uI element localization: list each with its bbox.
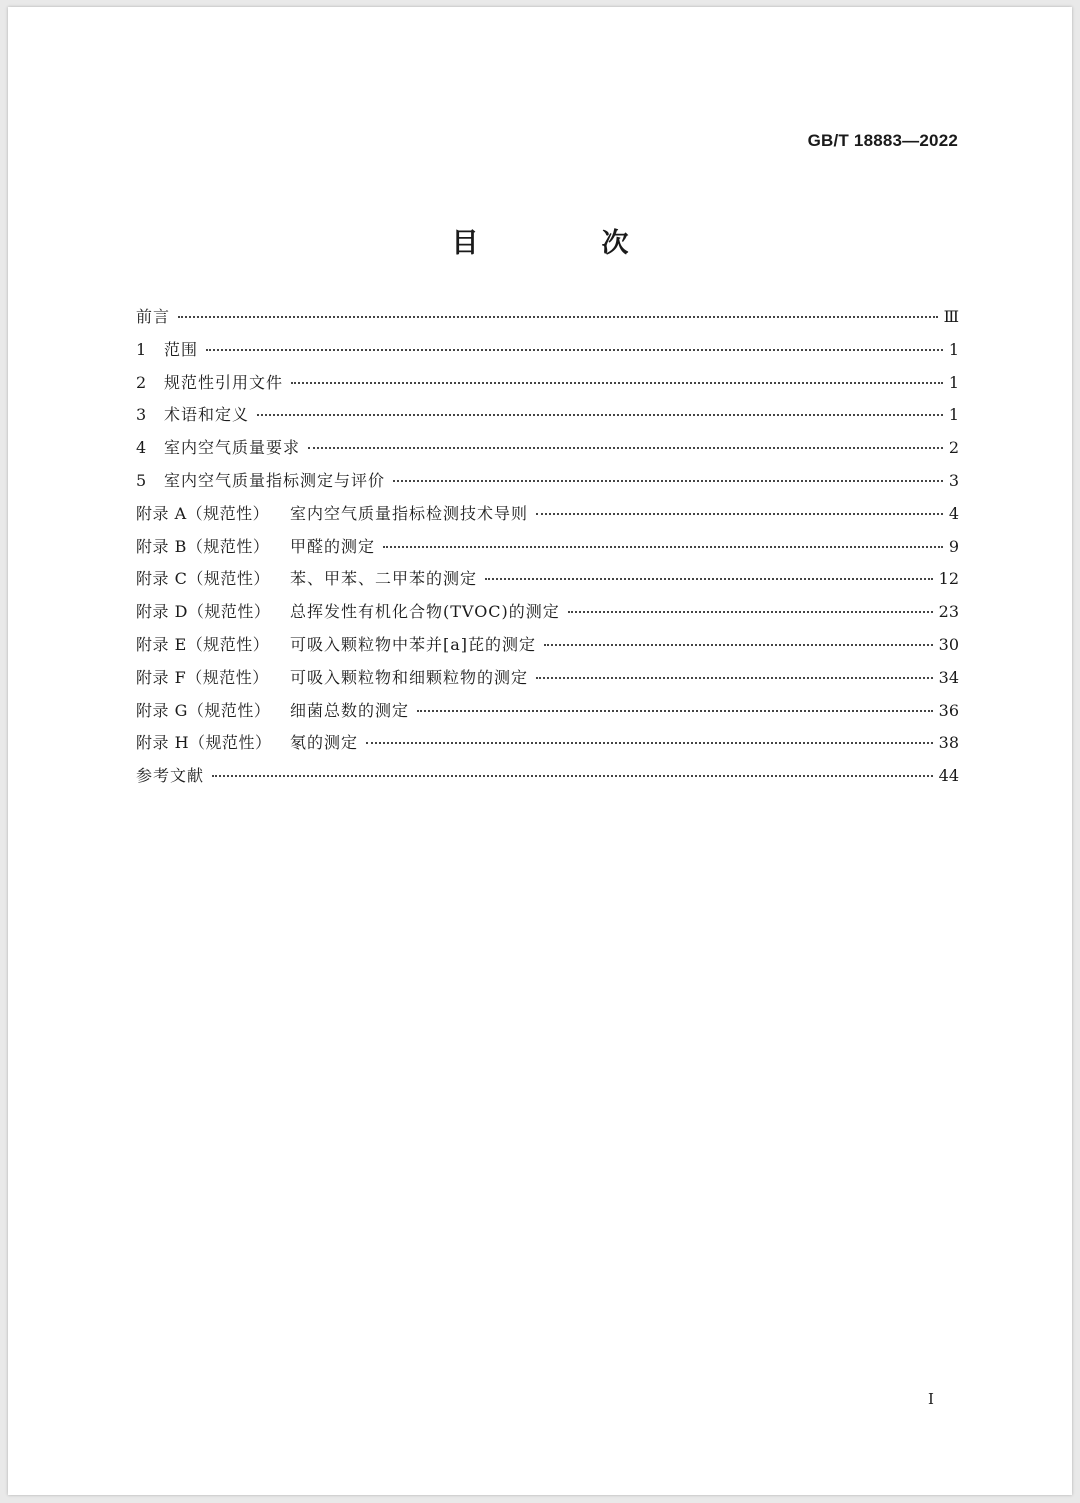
toc-leader-dots bbox=[485, 577, 933, 580]
toc-entry-title: 室内空气质量指标检测技术导则 bbox=[290, 503, 529, 523]
toc-entry-label bbox=[136, 534, 375, 557]
toc-entry-page: 44 bbox=[938, 766, 959, 786]
toc-entry-page: 2 bbox=[948, 438, 959, 458]
toc-entry[interactable] bbox=[136, 468, 959, 501]
toc-entry[interactable] bbox=[136, 698, 959, 731]
toc-leader-dots bbox=[544, 643, 933, 646]
toc-entry-title: 参考文献 bbox=[136, 766, 205, 786]
toc-leader-dots bbox=[291, 381, 943, 384]
toc-entry-number: 4 bbox=[136, 438, 148, 458]
toc-entry-label bbox=[136, 698, 409, 721]
toc-entry-page: 30 bbox=[938, 634, 959, 654]
toc-leader-dots bbox=[536, 512, 943, 515]
toc-entry-page: 9 bbox=[948, 536, 959, 556]
toc-entry[interactable] bbox=[136, 435, 959, 468]
toc-entry-appendix: 附录 E（规范性） bbox=[136, 634, 270, 654]
toc-leader-dots bbox=[536, 676, 933, 679]
toc-entry-title: 术语和定义 bbox=[164, 405, 250, 425]
toc-entry-title: 甲醛的测定 bbox=[290, 536, 376, 556]
page-number: I bbox=[928, 1390, 934, 1408]
toc-entry-title: 细菌总数的测定 bbox=[290, 700, 410, 720]
toc-entry-appendix: 附录 C（规范性） bbox=[136, 569, 270, 589]
toc-entry-page: 3 bbox=[948, 470, 959, 490]
toc-entry[interactable] bbox=[136, 534, 959, 567]
toc-entry-number: 1 bbox=[136, 339, 148, 359]
toc-leader-dots bbox=[206, 348, 943, 351]
toc-entry[interactable] bbox=[136, 402, 959, 435]
toc-entry-appendix: 附录 D（规范性） bbox=[136, 602, 271, 622]
toc-entry-appendix: 附录 H（规范性） bbox=[136, 733, 272, 753]
toc-entry-title: 前言 bbox=[136, 307, 171, 326]
toc-entry-appendix: 附录 F（规范性） bbox=[136, 667, 269, 687]
toc-entry-title: 氡的测定 bbox=[290, 733, 359, 753]
toc-entry-page: 12 bbox=[938, 569, 959, 589]
toc-entry-label bbox=[136, 501, 528, 524]
toc-leader-dots bbox=[393, 479, 943, 482]
toc-entry-label bbox=[136, 665, 528, 688]
toc-entry-title: 范围 bbox=[164, 339, 199, 359]
toc-entry[interactable] bbox=[136, 501, 959, 534]
toc-entry-label bbox=[136, 435, 300, 458]
toc-entry-title: 可吸入颗粒物和细颗粒物的测定 bbox=[290, 667, 529, 687]
standard-code: GB/T 18883—2022 bbox=[807, 131, 958, 150]
toc-entry-label bbox=[136, 763, 204, 786]
toc-entry-page: 23 bbox=[938, 602, 959, 622]
toc-entry-page: 34 bbox=[938, 667, 959, 687]
toc-entry[interactable] bbox=[136, 599, 959, 632]
toc-entry-page: 1 bbox=[948, 339, 959, 359]
toc-leader-dots bbox=[308, 446, 943, 449]
toc-leader-dots bbox=[383, 545, 943, 548]
toc-entry-title: 总挥发性有机化合物(TVOC)的测定 bbox=[290, 602, 560, 622]
toc-leader-dots bbox=[417, 709, 933, 712]
toc-leader-dots bbox=[366, 741, 933, 744]
toc-entry-page: Ⅲ bbox=[943, 307, 959, 326]
toc-entry-title: 可吸入颗粒物中苯并[a]芘的测定 bbox=[290, 634, 537, 654]
toc-entry-label bbox=[136, 632, 536, 655]
toc-entry-number: 5 bbox=[136, 470, 148, 490]
toc-entry-page: 36 bbox=[938, 700, 959, 720]
toc-title: 目 次 bbox=[451, 228, 677, 259]
document-page bbox=[8, 7, 1072, 1495]
toc-entry-number: 2 bbox=[136, 372, 148, 392]
toc-entry-label bbox=[136, 304, 170, 327]
toc-entry-appendix: 附录 A（规范性） bbox=[136, 503, 270, 523]
toc-entry-label bbox=[136, 402, 249, 425]
toc-leader-dots bbox=[568, 610, 933, 613]
toc-leader-dots bbox=[257, 413, 943, 416]
toc-entry-label bbox=[136, 370, 283, 393]
toc-leader-dots bbox=[178, 315, 938, 318]
toc-entry-label bbox=[136, 468, 385, 491]
toc-entry[interactable] bbox=[136, 337, 959, 370]
toc-entry-number: 3 bbox=[136, 405, 148, 425]
toc-entry-title: 室内空气质量要求 bbox=[164, 438, 301, 458]
toc-entry-title: 苯、甲苯、二甲苯的测定 bbox=[290, 569, 478, 589]
toc-entry-label bbox=[136, 599, 560, 622]
toc-entry-appendix: 附录 B（规范性） bbox=[136, 536, 270, 556]
toc-entry-title: 室内空气质量指标测定与评价 bbox=[164, 470, 386, 490]
toc-entry-page: 1 bbox=[948, 372, 959, 392]
toc-entry[interactable] bbox=[136, 730, 959, 763]
toc-entry-label bbox=[136, 730, 358, 753]
toc-entry[interactable] bbox=[136, 566, 959, 599]
toc-entry[interactable] bbox=[136, 763, 959, 796]
toc-entry-label bbox=[136, 337, 198, 360]
toc-leader-dots bbox=[212, 774, 933, 777]
toc-entry-label bbox=[136, 566, 477, 589]
toc-entry-title: 规范性引用文件 bbox=[164, 372, 284, 392]
toc-entry[interactable] bbox=[136, 304, 959, 337]
toc-entry[interactable] bbox=[136, 665, 959, 698]
toc-entry[interactable] bbox=[136, 370, 959, 403]
toc-entry-page: 1 bbox=[948, 405, 959, 425]
toc-entry-appendix: 附录 G（规范性） bbox=[136, 700, 271, 720]
table-of-contents bbox=[136, 304, 959, 796]
toc-entry-page: 4 bbox=[948, 503, 959, 523]
toc-entry-page: 38 bbox=[938, 733, 959, 753]
toc-entry[interactable] bbox=[136, 632, 959, 665]
